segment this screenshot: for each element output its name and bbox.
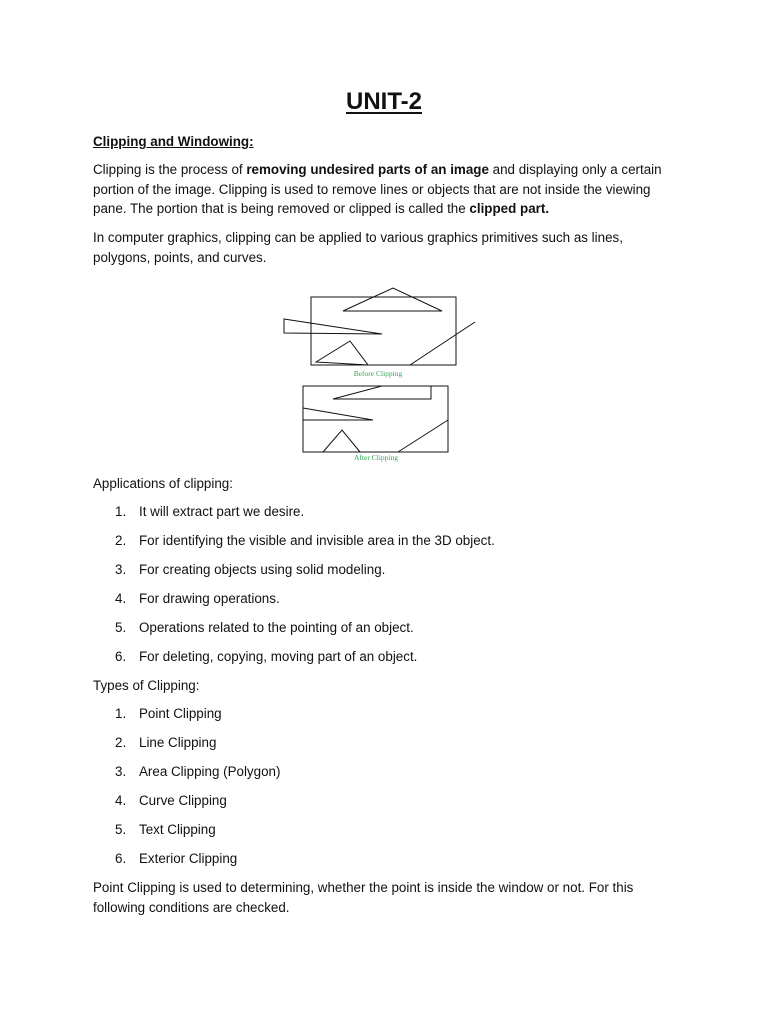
list-item: 3. For creating objects using solid modeling. [115,562,386,577]
list-item: 1. It will extract part we desire. [115,504,305,519]
after-left-triangle [303,408,373,420]
after-clipping-caption: After Clipping [354,453,398,462]
before-top-triangle [343,288,442,311]
after-top-triangle [333,386,431,399]
applications-heading: Applications of clipping: [93,476,233,491]
section-heading: Clipping and Windowing: [93,134,254,149]
page-title: UNIT-2 [345,88,422,115]
before-left-triangle [284,319,382,334]
para1-bold-b: removing undesired parts of an image [246,162,489,177]
list-item: 6. For deleting, copying, moving part of an object. [115,649,418,664]
after-window-rect [303,386,448,452]
para1-text-c: and displaying only a certain portion of the image. Clipping is used to remove lines or objects that are not inside the viewing pane. The portion that is being removed or clipped is called the [93,162,662,216]
para1-text-a: Clipping is the process of [93,162,247,177]
before-clipping-caption: Before Clipping [353,369,403,378]
list-item: 4. Curve Clipping [115,793,227,808]
list-item: 5. Operations related to the pointing of an object. [115,620,414,635]
clipping-diagram [270,280,500,462]
after-diagonal-line [398,420,448,452]
list-item: 5. Text Clipping [115,822,216,837]
list-item: 3. Area Clipping (Polygon) [115,764,281,779]
types-heading: Types of Clipping: [93,678,200,693]
para1-bold-d: clipped part. [469,201,550,216]
list-item: 4. For drawing operations. [115,591,280,606]
paragraph-primitives: In computer graphics, clipping can be applied to various graphics primitives such as lines, polygons, points, and curves. [93,230,623,265]
list-item: 6. Exterior Clipping [115,851,238,866]
list-item: 1. Point Clipping [115,706,222,721]
list-item: 2. For identifying the visible and invisible area in the 3D object. [115,533,495,548]
paragraph-clipping-definition [93,160,683,219]
after-bottom-triangle [323,430,360,452]
before-diagonal-line [410,322,475,365]
list-item: 2. Line Clipping [115,735,217,750]
before-bottom-triangle [316,341,368,365]
paragraph-point-clipping: Point Clipping is used to determining, whether the point is inside the window or not. For this following conditions are checked. [93,880,634,915]
